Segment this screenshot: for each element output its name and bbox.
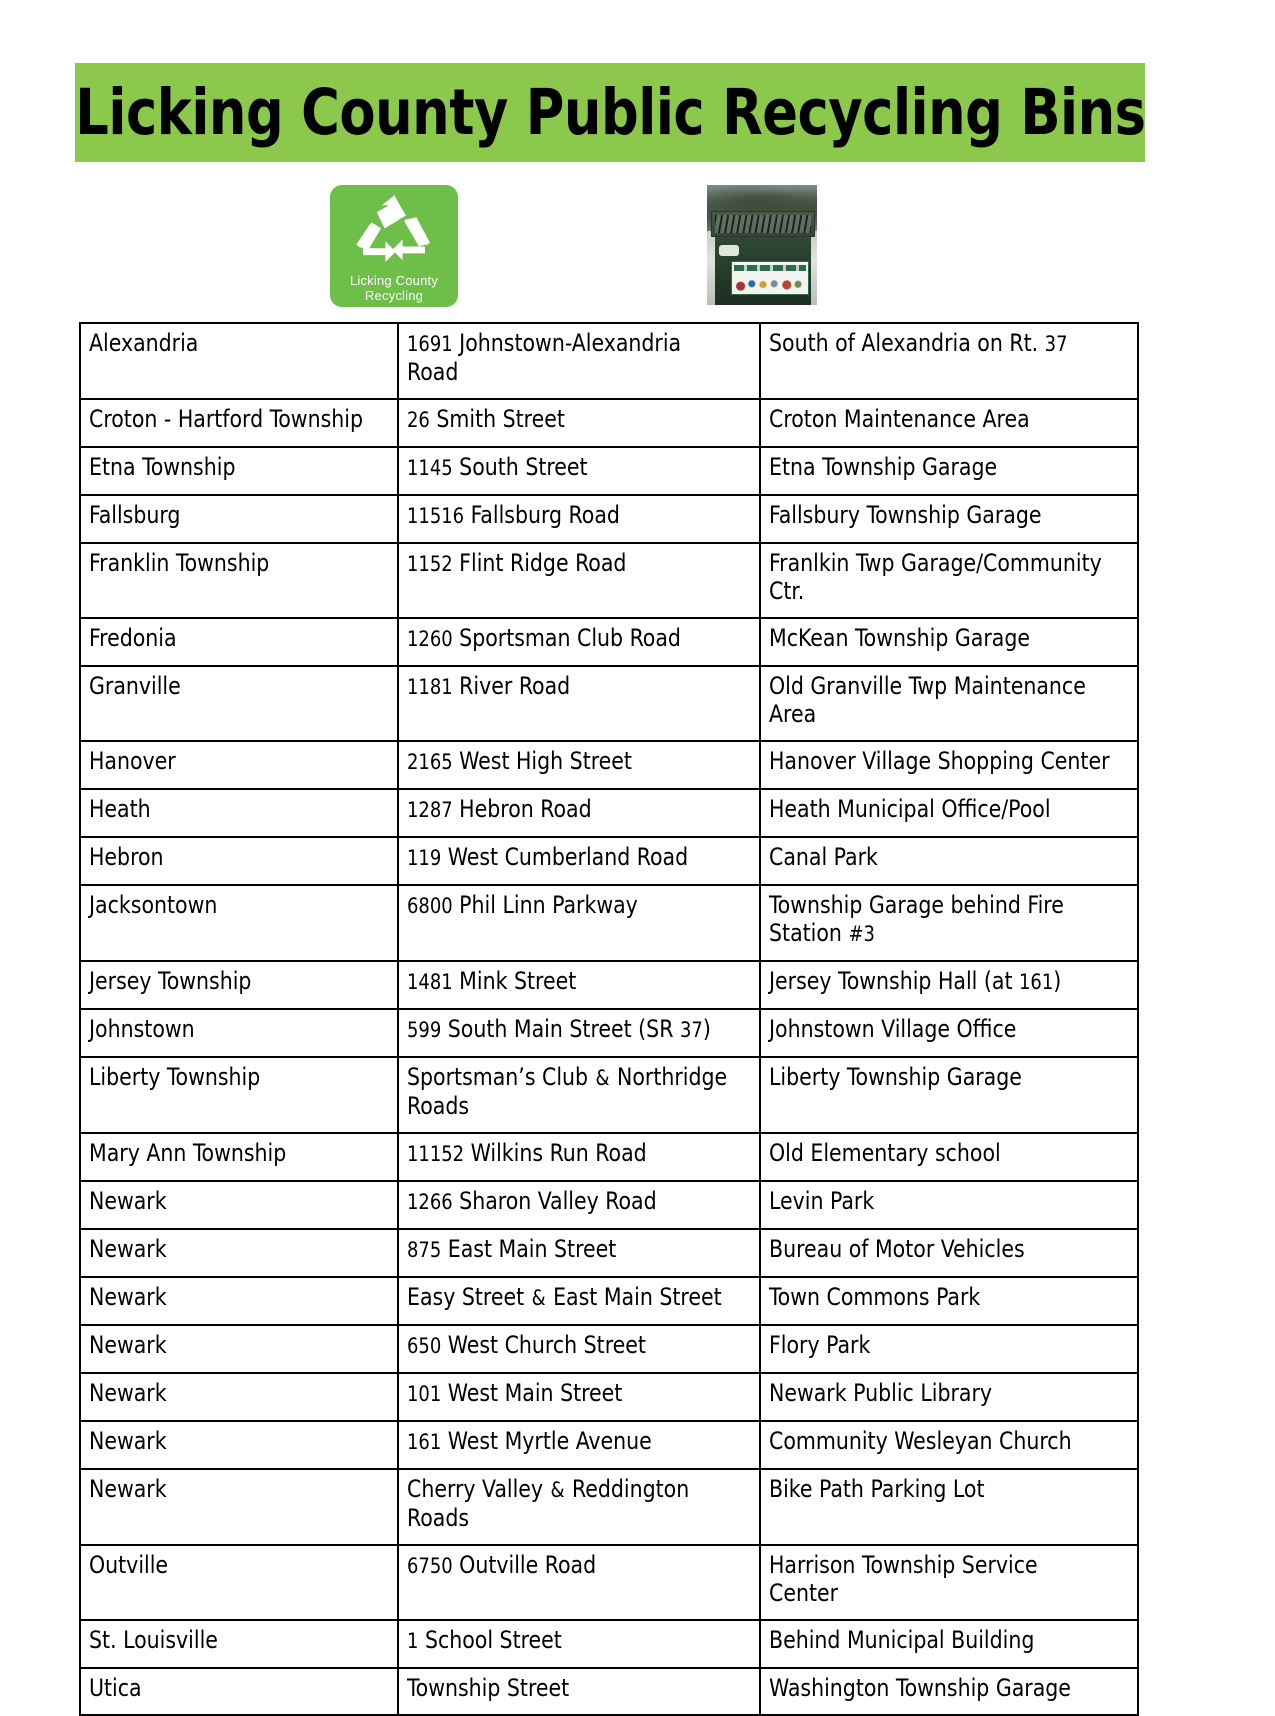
cell-location — [80, 1277, 398, 1325]
cell-address — [398, 1229, 760, 1277]
cell-location-text: Etna Township — [89, 453, 236, 481]
cell-site — [760, 961, 1138, 1009]
cell-address-text: 6800 Phil Linn Parkway — [407, 891, 638, 919]
cell-location-text: Fallsburg — [89, 501, 181, 529]
cell-location — [80, 1668, 398, 1715]
cell-address — [398, 741, 760, 789]
cell-address — [398, 1181, 760, 1229]
cell-address — [398, 837, 760, 885]
cell-address — [398, 495, 760, 543]
cell-address — [398, 666, 760, 741]
cell-address-text: 119 West Cumberland Road — [407, 843, 689, 871]
cell-address — [398, 399, 760, 447]
cell-address — [398, 1620, 760, 1668]
cell-site-text: Croton Maintenance Area — [769, 405, 1030, 433]
cell-address-text: 1691 Johnstown-Alexandria Road — [407, 329, 682, 386]
recycling-bins-table — [79, 322, 1139, 1716]
cell-address — [398, 1325, 760, 1373]
cell-location-text: Croton - Hartford Township — [89, 405, 364, 433]
table-row — [80, 618, 1138, 666]
cell-site — [760, 837, 1138, 885]
cell-location — [80, 543, 398, 618]
cell-site-text: Levin Park — [769, 1187, 875, 1215]
recycling-symbol-icon — [351, 193, 437, 269]
table-row — [80, 837, 1138, 885]
cell-location-text: Newark — [89, 1187, 167, 1215]
cell-location — [80, 1181, 398, 1229]
cell-address — [398, 961, 760, 1009]
cell-location-text: Alexandria — [89, 329, 199, 357]
cell-site — [760, 399, 1138, 447]
cell-site-text: Old Granville Twp Maintenance Area — [769, 672, 1086, 728]
table-row — [80, 885, 1138, 961]
table-row — [80, 1469, 1138, 1545]
cell-site-text: Community Wesleyan Church — [769, 1427, 1072, 1455]
cell-site-text: Heath Municipal Office/Pool — [769, 795, 1051, 823]
cell-address-text: 650 West Church Street — [407, 1331, 646, 1359]
table-row — [80, 1545, 1138, 1620]
cell-site — [760, 323, 1138, 399]
cell-site — [760, 666, 1138, 741]
cell-site — [760, 495, 1138, 543]
cell-location — [80, 1545, 398, 1620]
cell-address-text: Easy Street & East Main Street — [407, 1283, 722, 1311]
cell-location-text: Newark — [89, 1235, 167, 1263]
cell-site — [760, 543, 1138, 618]
cell-location — [80, 666, 398, 741]
recycling-dumpster-photo — [707, 185, 817, 305]
cell-address-text: Cherry Valley & Reddington Roads — [407, 1475, 690, 1532]
cell-address — [398, 543, 760, 618]
page-title: Licking County Public Recycling Bins — [74, 76, 1146, 149]
cell-site-text: Town Commons Park — [769, 1283, 981, 1311]
cell-address — [398, 447, 760, 495]
cell-location — [80, 1229, 398, 1277]
cell-address-text: 1 School Street — [407, 1626, 562, 1654]
cell-address — [398, 1469, 760, 1545]
cell-site — [760, 618, 1138, 666]
cell-site-text: Washington Township Garage — [769, 1674, 1071, 1702]
cell-site-text: Newark Public Library — [769, 1379, 993, 1407]
cell-address-text: 2165 West High Street — [407, 747, 632, 775]
cell-site — [760, 1421, 1138, 1469]
cell-location-text: Liberty Township — [89, 1063, 261, 1091]
cell-location — [80, 1421, 398, 1469]
cell-site-text: Liberty Township Garage — [769, 1063, 1022, 1091]
cell-site — [760, 1057, 1138, 1133]
cell-location-text: Franklin Township — [89, 549, 270, 577]
cell-site-text: South of Alexandria on Rt. 37 — [769, 329, 1068, 357]
cell-site-text: Bureau of Motor Vehicles — [769, 1235, 1025, 1263]
cell-address-text: 1152 Flint Ridge Road — [407, 549, 627, 577]
cell-location — [80, 1469, 398, 1545]
cell-address — [398, 789, 760, 837]
cell-address-text: 11152 Wilkins Run Road — [407, 1139, 647, 1167]
cell-site-text: Johnstown Village Office — [769, 1015, 1017, 1043]
cell-address — [398, 1545, 760, 1620]
cell-site — [760, 1277, 1138, 1325]
cell-address — [398, 1668, 760, 1715]
cell-location — [80, 1325, 398, 1373]
cell-site — [760, 1620, 1138, 1668]
table-row — [80, 1009, 1138, 1057]
cell-site-text: Canal Park — [769, 843, 878, 871]
cell-location-text: Hanover — [89, 747, 176, 775]
cell-address — [398, 1373, 760, 1421]
cell-address — [398, 1057, 760, 1133]
table-row — [80, 1277, 1138, 1325]
cell-site-text: Flory Park — [769, 1331, 871, 1359]
table-row — [80, 1620, 1138, 1668]
cell-address-text: 1266 Sharon Valley Road — [407, 1187, 657, 1215]
table-row — [80, 1373, 1138, 1421]
cell-location-text: Newark — [89, 1379, 167, 1407]
cell-location-text: St. Louisville — [89, 1626, 218, 1654]
cell-site — [760, 1325, 1138, 1373]
cell-location — [80, 495, 398, 543]
cell-address — [398, 1133, 760, 1181]
cell-site-text: Harrison Township Service Center — [769, 1551, 1038, 1607]
cell-site-text: Jersey Township Hall (at 161) — [769, 967, 1062, 995]
cell-address — [398, 1421, 760, 1469]
logo-caption-line1: Licking County — [349, 273, 439, 288]
cell-location — [80, 961, 398, 1009]
cell-location-text: Newark — [89, 1475, 167, 1503]
table-row — [80, 666, 1138, 741]
cell-location-text: Outville — [89, 1551, 169, 1579]
licking-county-recycling-logo — [330, 185, 458, 307]
cell-location — [80, 1620, 398, 1668]
table-row — [80, 1668, 1138, 1715]
cell-location — [80, 1009, 398, 1057]
cell-location-text: Jacksontown — [89, 891, 218, 919]
cell-address — [398, 1277, 760, 1325]
cell-location — [80, 618, 398, 666]
cell-address-text: Township Street — [407, 1674, 570, 1702]
dumpster-lid — [711, 211, 815, 237]
cell-site-text: Old Elementary school — [769, 1139, 1001, 1167]
cell-site — [760, 1668, 1138, 1715]
dumpster-label-panel — [731, 261, 809, 295]
images-row — [75, 185, 1145, 310]
cell-location — [80, 1133, 398, 1181]
cell-location — [80, 837, 398, 885]
cell-location — [80, 789, 398, 837]
cell-address — [398, 618, 760, 666]
table-row — [80, 1325, 1138, 1373]
cell-address-text: 599 South Main Street (SR 37) — [407, 1015, 711, 1043]
cell-address — [398, 885, 760, 961]
table-row — [80, 447, 1138, 495]
cell-address-text: Sportsman’s Club & Northridge Roads — [407, 1063, 728, 1120]
table-row — [80, 323, 1138, 399]
cell-site-text: Bike Path Parking Lot — [769, 1475, 985, 1503]
table-row — [80, 1229, 1138, 1277]
cell-site — [760, 1469, 1138, 1545]
cell-location-text: Newark — [89, 1331, 167, 1359]
cell-site-text: Etna Township Garage — [769, 453, 998, 481]
cell-address-text: 6750 Outville Road — [407, 1551, 597, 1579]
cell-site — [760, 741, 1138, 789]
cell-site-text: Township Garage behind Fire Station #3 — [769, 891, 1064, 947]
cell-location — [80, 323, 398, 399]
table-row — [80, 741, 1138, 789]
cell-site-text: Franlkin Twp Garage/Community Ctr. — [769, 549, 1102, 605]
cell-site — [760, 789, 1138, 837]
cell-location-text: Newark — [89, 1427, 167, 1455]
cell-location-text: Newark — [89, 1283, 167, 1311]
cell-site — [760, 1181, 1138, 1229]
cell-address-text: 26 Smith Street — [407, 405, 565, 433]
table-row — [80, 961, 1138, 1009]
table-row — [80, 399, 1138, 447]
cell-address — [398, 1009, 760, 1057]
cell-address-text: 1260 Sportsman Club Road — [407, 624, 681, 652]
cell-address-text: 1145 South Street — [407, 453, 588, 481]
logo-caption — [330, 273, 458, 303]
cell-address-text: 1287 Hebron Road — [407, 795, 592, 823]
cell-location — [80, 1373, 398, 1421]
cell-site — [760, 1373, 1138, 1421]
cell-site — [760, 1545, 1138, 1620]
cell-site — [760, 447, 1138, 495]
cell-address — [398, 323, 760, 399]
cell-location-text: Fredonia — [89, 624, 177, 652]
dumpster-badge — [719, 245, 739, 256]
logo-caption-line2: Recycling — [364, 288, 424, 303]
cell-location — [80, 741, 398, 789]
cell-address-text: 1181 River Road — [407, 672, 571, 700]
cell-site-text: McKean Township Garage — [769, 624, 1031, 652]
title-banner — [75, 63, 1145, 162]
cell-location-text: Jersey Township — [89, 967, 252, 995]
table-row — [80, 1057, 1138, 1133]
cell-site — [760, 1009, 1138, 1057]
cell-location-text: Granville — [89, 672, 181, 700]
table-row — [80, 495, 1138, 543]
cell-site-text: Behind Municipal Building — [769, 1626, 1035, 1654]
cell-address-text: 1481 Mink Street — [407, 967, 577, 995]
cell-site — [760, 1229, 1138, 1277]
table-row — [80, 1181, 1138, 1229]
cell-location-text: Johnstown — [89, 1015, 195, 1043]
table-body — [80, 323, 1138, 1715]
cell-location — [80, 447, 398, 495]
cell-location-text: Utica — [89, 1674, 142, 1702]
cell-location-text: Hebron — [89, 843, 164, 871]
table-row — [80, 1421, 1138, 1469]
cell-site-text: Hanover Village Shopping Center — [769, 747, 1110, 775]
table-row — [80, 789, 1138, 837]
table-row — [80, 543, 1138, 618]
cell-location-text: Heath — [89, 795, 151, 823]
cell-address-text: 101 West Main Street — [407, 1379, 623, 1407]
cell-location — [80, 399, 398, 447]
cell-site — [760, 885, 1138, 961]
cell-address-text: 875 East Main Street — [407, 1235, 617, 1263]
cell-location-text: Mary Ann Township — [89, 1139, 287, 1167]
cell-address-text: 11516 Fallsburg Road — [407, 501, 620, 529]
cell-site — [760, 1133, 1138, 1181]
cell-site-text: Fallsbury Township Garage — [769, 501, 1042, 529]
table-row — [80, 1133, 1138, 1181]
cell-address-text: 161 West Myrtle Avenue — [407, 1427, 652, 1455]
cell-location — [80, 885, 398, 961]
cell-location — [80, 1057, 398, 1133]
